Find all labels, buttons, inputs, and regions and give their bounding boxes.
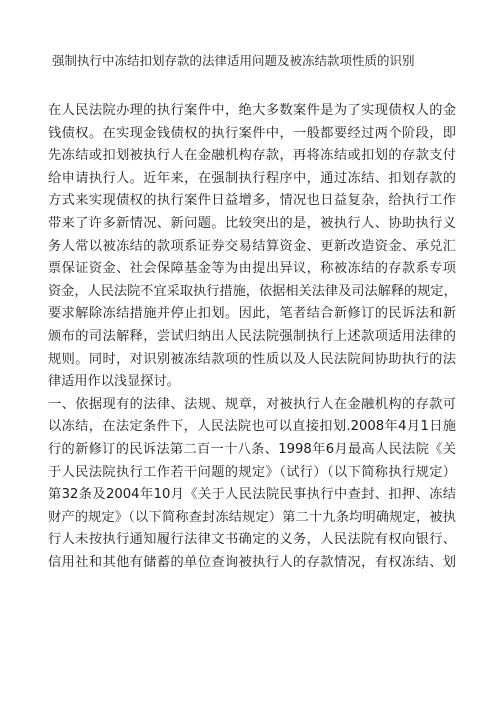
text-line: 行的新修订的民诉法第二百一十八条、1998年6月最高人民法院《关 — [48, 441, 456, 457]
text-line: 票保证资金、社会保障基金等为由提出异议，称被冻结的存款系专项 — [48, 261, 456, 277]
text-line: 律适用作以浅显探讨。 — [48, 374, 180, 390]
text-line: 在人民法院办理的执行案件中，绝大多数案件是为了实现债权人的金 — [48, 103, 456, 118]
document-body — [48, 100, 456, 574]
paragraph-2 — [48, 394, 456, 575]
text-line: 方式来实现债权的执行案件日益增多，情况也日益复杂，给执行工作 — [48, 193, 456, 209]
text-line: 先冻结或扣划被执行人在金融机构存款，再将冻结或扣划的存款支付 — [48, 148, 456, 164]
text-line: 财产的规定》（以下简称查封冻结规定）第二十九条均明确规定，被执 — [48, 509, 456, 525]
text-line: 第32条及2004年10月《关于人民法院民事执行中查封、扣押、冻结 — [48, 487, 456, 503]
text-line: 给申请执行人。近年来，在强制执行程序中，通过冻结、扣划存款的 — [48, 170, 456, 186]
paragraph-1 — [48, 100, 456, 394]
text-line: 要求解除冻结措施并停止扣划。因此，笔者结合新修订的民诉法和新 — [48, 306, 456, 322]
text-line: 以冻结，在法定条件下，人民法院也可以直接扣划.2008年4月1日施 — [48, 419, 456, 435]
text-line: 规则。同时，对识别被冻结款项的性质以及人民法院间协助执行的法 — [48, 351, 456, 367]
text-line: 于人民法院执行工作若干问题的规定》（试行）（以下简称执行规定） — [48, 464, 456, 480]
text-line: 信用社和其他有储蓄的单位查询被执行人的存款情况，有权冻结、划 — [48, 554, 456, 570]
text-line: 资金，人民法院不宜采取执行措施，依据相关法律及司法解释的规定， — [48, 283, 457, 299]
text-line: 颁布的司法解释，尝试归纳出人民法院强制执行上述款项适用法律的 — [48, 328, 456, 344]
text-line: 钱债权。在实现金钱债权的执行案件中，一般都要经过两个阶段，即 — [48, 125, 456, 141]
text-line: 带来了许多新情况、新问题。比较突出的是，被执行人、协助执行义 — [48, 215, 456, 231]
text-line: 务人常以被冻结的款项系证券交易结算资金、更新改造资金、承兑汇 — [48, 238, 456, 254]
text-line: 行人未按执行通知履行法律文书确定的义务，人民法院有权向银行、 — [48, 532, 456, 548]
document-title: 强制执行中冻结扣划存款的法律适用问题及被冻结款项性质的识别 — [52, 53, 415, 68]
text-line: 一、依据现有的法律、法规、规章，对被执行人在金融机构的存款可 — [48, 396, 456, 412]
